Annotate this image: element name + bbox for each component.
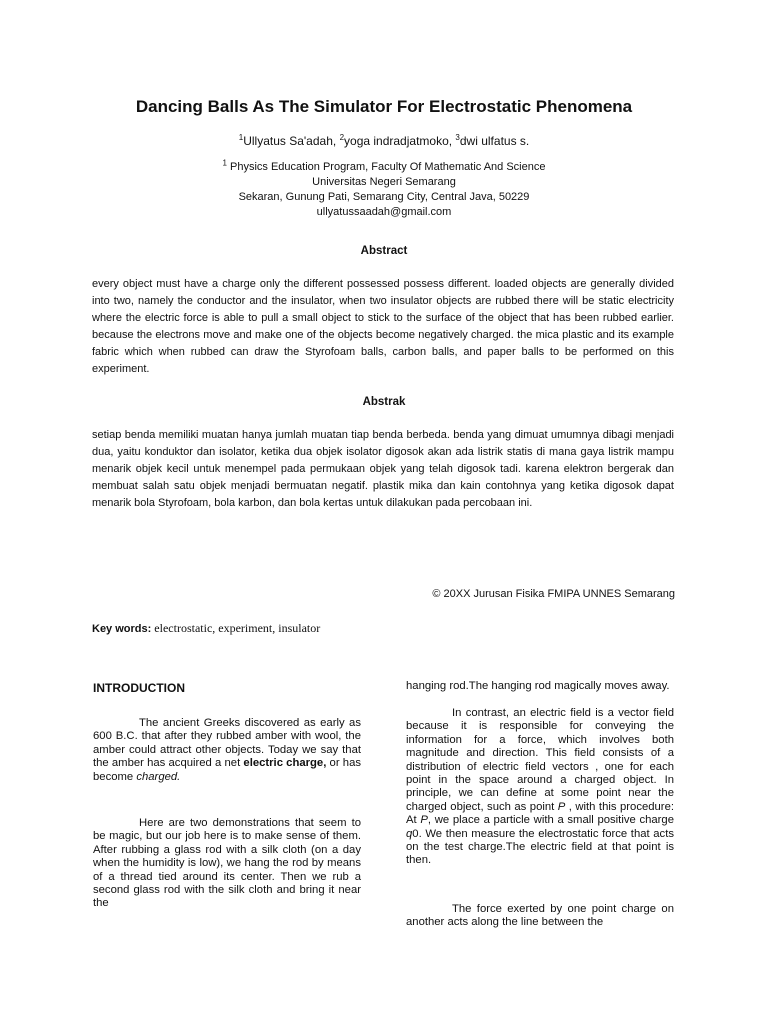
abstract-heading: Abstract: [360, 245, 408, 257]
term-charged: charged.: [136, 770, 181, 783]
affiliation-line: Universitas Negeri Semarang: [312, 176, 456, 188]
abstract-text: every object must have a charge only the different possessed possess different. loaded objects are generally divided into two, namely the conductor and the insulator, when two insulator objects are rubbed there will be static electricity where the electric force is able to pull a small object to stick to the surface of the object that has been rubbed earlier. because the electrons move and make one of the objects become negatively charged. the mica plastic and its example fabric which when rubbed can draw the Styrofoam balls, carbon balls, and paper balls to be performed on this experiment.: [92, 278, 674, 375]
author-2-sup: 2: [339, 133, 345, 142]
author-list: [0, 133, 768, 149]
affiliation-block: [0, 160, 768, 220]
keywords-value: electrostatic, experiment, insulator: [151, 621, 321, 635]
affiliation-line: Sekaran, Gunung Pati, Semarang City, Central Java, 50229: [238, 191, 530, 203]
affiliation-sup: 1: [222, 158, 227, 168]
abstrak-text: setiap benda memiliki muatan hanya jumlah muatan tiap benda berbeda. benda yang dimuat umumnya dibagi menjadi dua, yaitu konduktor dan isolator, ketika dua objek isolator digosok akan ada listrik statis di mana gaya listrik mampu menarik objek kecil untuk menempel pada permukaan objek yang telah digosok tadi. karena elektron bergerak dan membuat salah satu objek menjadi bermuatan negatif. plastik mika dan kain contohnya yang ketika digosok dapat menarik bola Styrofoam, bola karbon, dan bola kertas untuk dilakukan pada percobaan ini.: [92, 429, 674, 509]
affiliation-line: $^1$ Physics Education Program, Faculty Of Mathematic And Science: [222, 158, 546, 173]
intro-right-paragraph-3: The force exerted by one point charge on another acts along the line between the: [406, 903, 674, 929]
intro-right-paragraph-2: In contrast, an electric field is a vector field because it is responsible for conveying the information for a force, which involves both magnitude and direction. This field consists of a distribution of electric field vectors , one for each point in the space around a charged object. In principle, we can define at some point near the charged object, such as point P , with this procedure: At P, we place a particle with a small positive charge q0. We then measure the electrostatic force that acts on the test charge.The electric field at that point is then.: [406, 707, 674, 867]
author-1-name: Ullyatus Sa'adah,: [243, 134, 340, 148]
affiliation-email: ullyatussaadah@gmail.com: [316, 206, 452, 218]
author-3-name: dwi ulfatus s.: [459, 134, 530, 148]
paper-title: Dancing Balls As The Simulator For Electrostatic Phenomena: [135, 97, 633, 116]
intro-paragraph-1: The ancient Greeks discovered as early as 600 B.C. that after they rubbed amber with wool, the amber could attract other objects. Today we say that the amber has acquired a net electric charge, or has become charged.: [93, 717, 361, 783]
term-electric-charge: electric charge,: [243, 757, 327, 770]
introduction-heading: INTRODUCTION: [93, 681, 185, 695]
keywords-line: [92, 621, 320, 637]
intro-right-paragraph-1: hanging rod.The hanging rod magically moves away.: [406, 680, 670, 692]
copyright-notice: © 20XX Jurusan Fisika FMIPA UNNES Semarang: [432, 588, 675, 600]
intro-paragraph-2: Here are two demonstrations that seem to be magic, but our job here is to make sense of them. After rubbing a glass rod with a silk cloth (on a day when the humidity is low), we hang the rod by means of a thread tied around its center. Then we rub a second glass rod with the silk cloth and bring it near the: [93, 817, 361, 910]
author-3-sup: 3: [455, 133, 460, 142]
author-1-sup: 1: [238, 133, 244, 142]
keywords-label: Key words:: [92, 623, 152, 635]
abstrak-heading: Abstrak: [362, 396, 406, 408]
author-2-name: yoga indradjatmoko,: [344, 134, 456, 148]
